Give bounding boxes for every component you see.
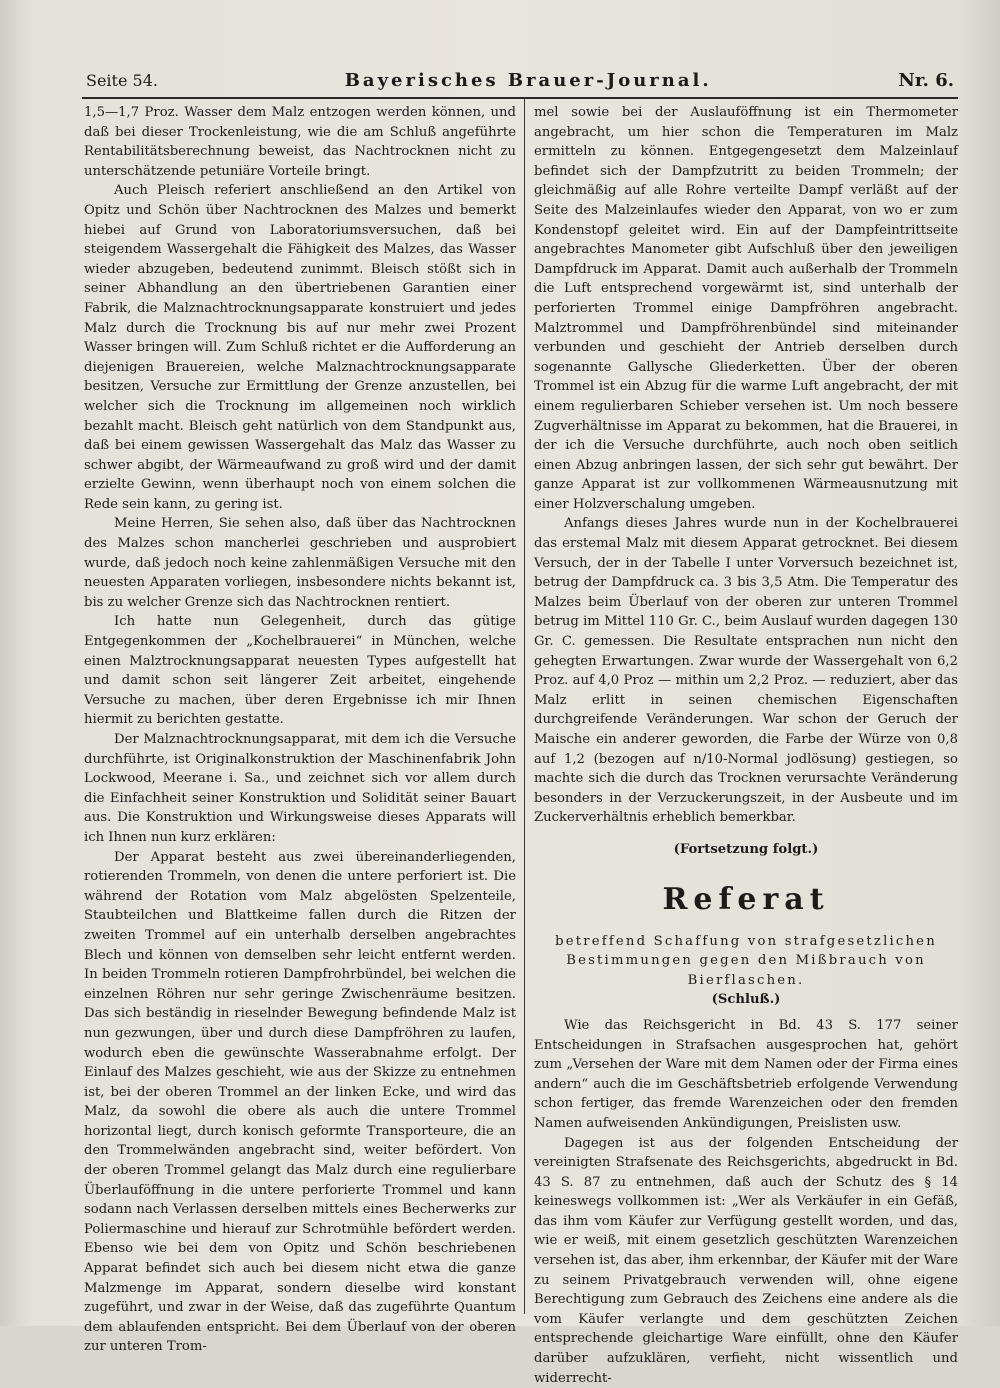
- paragraph: Der Apparat besteht aus zwei übereinanderliegenden, rotierenden Trommeln, von denen die untere perforiert ist. Die während der Rotation vom Malz abgelösten Spelzenteile, Staubteilchen und Blattkeime fallen durch die Ritzen der zweiten Trommel auf ein unterhalb derselben angebrachtes Blech und können von demselben sehr leicht entfernt werden. In beiden Trommeln rotieren Dampfrohrbündel, bei welchen die einzelnen Röhren nur sehr geringe Zwischenräume besitzen. Das sich beständig in rieselnder Bewegung befindende Malz ist nun gezwungen, über und durch diese Dampfröhren zu laufen, wodurch eben die gewünschte Wasserabnahme erfolgt. Der Einlauf des Malzes geschieht, wie aus der Skizze zu entnehmen ist, bei der oberen Trommel an der linken Ecke, und wird das Malz, da sowohl die obere als auch die untere Trommel horizontal liegt, durch konisch geformte Transporteure, die an den Trommelwänden angebracht sind, weiter befördert. Von der oberen Trommel gelangt das Malz durch eine regulierbare Überlauföffnung in die untere perforierte Trommel und kann sodann nach Verlassen derselben mittels eines Becherwerks zur Poliermaschine und hierauf zur Schrotmühle befördert werden. Ebenso wie bei dem von Opitz und Schön beschriebenen Apparat befindet sich auch bei diesem nicht etwa die ganze Malzmenge im Apparat, sondern dieselbe wird konstant zugeführt, und zwar in der Weise, daß das zugeführte Quantum dem ablaufenden entspricht. Bei dem Überlauf von der oberen zur unteren Trom-: [84, 848, 516, 1357]
- referat-subtitle: betreffend Schaffung von strafgesetzlichen Bestimmungen gegen den Mißbrauch von Bierflaschen.: [534, 932, 958, 991]
- referat-part: (Schluß.): [534, 990, 958, 1010]
- paragraph: 1,5—1,7 Proz. Wasser dem Malz entzogen werden können, und daß bei dieser Trockenleistung, wie die am Schluß angeführte Rentabilitätsberechnung beweist, das Nachtrocknen nicht zu unterschätzende petuniäre Vorteile bringt.: [84, 103, 516, 181]
- paragraph: Auch Pleisch referiert anschließend an den Artikel von Opitz und Schön über Nachtrocknen des Malzes und bemerkt hiebei auf Grund von Laboratoriumsversuchen, daß bei steigendem Wassergehalt die Fähigkeit des Malzes, das Wasser wieder abzugeben, bedeutend zunimmt. Bleisch stößt sich in seiner Abhandlung an den übertriebenen Garantien einer Fabrik, die Malznachtrocknungsapparate konstruiert und jedes Malz durch die Trocknung bis auf nur mehr zwei Prozent Wasser bringen will. Zum Schluß richtet er die Aufforderung an diejenigen Brauereien, welche Malznachtrocknungsapparate besitzen, Versuche zur Ermittlung der Grenze anzustellen, bei welcher sich die Trocknung im allgemeinen noch wirklich bezahlt macht. Bleisch geht natürlich von dem Standpunkt aus, daß bei einem gewissen Wassergehalt das Malz das Wasser zu schwer abgibt, der Wärmeaufwand zu groß wird und der damit erzielte Gewinn, wenn überhaupt noch von einem solchen die Rede sein kann, zu gering ist.: [84, 181, 516, 514]
- header-rule: [82, 97, 958, 99]
- paragraph: mel sowie bei der Auslauföffnung ist ein Thermometer angebracht, um hier schon die Temperaturen im Malz ermitteln zu können. Entgegengesetzt dem Malzeinlauf befindet sich der Dampfzutritt zu beiden Trommeln; der gleichmäßig auf alle Rohre verteilte Dampf verläßt auf der Seite des Malzeinlaufes wieder den Apparat, von wo er zum Kondenstopf geleitet wird. Ein auf der Dampfeintrittseite angebrachtes Manometer gibt Aufschluß über den jeweiligen Dampfdruck im Apparat. Damit auch außerhalb der Trommeln die Luft entsprechend vorgewärmt ist, sind unterhalb der perforierten Trommel einige Dampfröhren angebracht. Malztrommel und Dampfröhrenbündel sind miteinander verbunden und geschieht der Antrieb derselben durch sogenannte Gallysche Gliederketten. Über der oberen Trommel ist ein Abzug für die warme Luft angebracht, der mit einem regulierbaren Schieber versehen ist. Um noch bessere Zugverhältnisse im Apparat zu bekommen, hat die Brauerei, in der ich die Versuche durchführte, auch noch oben seitlich einen Abzug anbringen lassen, der sich sehr gut bewährt. Der ganze Apparat ist zur vollkommenen Wärmeausnutzung mit einer Holzverschalung umgeben.: [534, 103, 958, 514]
- issue-number: Nr. 6.: [898, 70, 954, 91]
- paragraph: Wie das Reichsgericht in Bd. 43 S. 177 seiner Entscheidungen in Strafsachen ausgesprochen hat, gehört zum „Versehen der Ware mit dem Namen oder der Firma eines andern“ auch die im Geschäftsbetrieb erfolgende Verwendung schon fertiger, das fremde Warenzeichen oder den fremden Namen aufweisenden Ankündigungen, Preislisten usw.: [534, 1016, 958, 1134]
- journal-title: Bayerisches Brauer-Journal.: [345, 70, 712, 91]
- continuation-note: (Fortsetzung folgt.): [534, 840, 958, 860]
- column-divider: [524, 99, 525, 1314]
- right-column: [534, 103, 958, 1388]
- referat-title: Referat: [534, 882, 958, 918]
- paragraph: Der Malznachtrocknungsapparat, mit dem ich die Versuche durchführte, ist Originalkonstruktion der Maschinenfabrik John Lockwood, Meerane i. Sa., und zeichnet sich vor allem durch die Einfachheit seiner Konstruktion und Solidität seiner Bauart aus. Die Konstruktion und Wirkungsweise dieses Apparats will ich Ihnen nun kurz erklären:: [84, 730, 516, 848]
- paragraph: Ich hatte nun Gelegenheit, durch das gütige Entgegenkommen der „Kochelbrauerei“ in München, welche einen Malztrocknungsapparat neuesten Types aufgestellt hat und damit schon seit längerer Zeit arbeitet, eingehende Versuche zu machen, über deren Ergebnisse ich mir Ihnen hiermit zu berichten gestatte.: [84, 612, 516, 730]
- paragraph: Dagegen ist aus der folgenden Entscheidung der vereinigten Strafsenate des Reichsgerichts, abgedruckt in Bd. 43 S. 87 zu entnehmen, daß auch der Schutz des § 14 keineswegs vollkommen ist: „Wer als Verkäufer in ein Gefäß, das ihm vom Käufer zur Verfügung gestellt worden, und das, wie er weiß, mit einem gesetzlich geschützten Warenzeichen versehen ist, das aber, ihm erkennbar, der Käufer mit der Ware zu seinem Privatgebrauch verwenden will, ohne eigene Berechtigung zum Gebrauch des Zeichens eine andere als die vom Käufer verlangte und dem geschützten Zeichen entsprechende gleichartige Ware einfüllt, ohne den Käufer darüber aufzuklären, verfieht, nicht wissentlich und widerrecht-: [534, 1134, 958, 1388]
- page-header: [86, 70, 954, 98]
- left-column: [84, 103, 516, 1357]
- page-number: Seite 54.: [86, 71, 158, 90]
- paragraph: Meine Herren, Sie sehen also, daß über das Nachtrocknen des Malzes schon mancherlei geschrieben und ausprobiert wurde, daß jedoch noch keine zahlenmäßigen Versuche mit den neuesten Apparaten vorliegen, insbesondere nichts bekannt ist, bis zu welcher Grenze sich das Nachtrocknen rentiert.: [84, 514, 516, 612]
- paragraph: Anfangs dieses Jahres wurde nun in der Kochelbrauerei das erstemal Malz mit diesem Apparat getrocknet. Bei diesem Versuch, der in der Tabelle I unter Vorversuch bezeichnet ist, betrug der Dampfdruck ca. 3 bis 3,5 Atm. Die Temperatur des Malzes beim Überlauf von der oberen zur unteren Trommel betrug im Mittel 110 Gr. C., beim Auslauf wurden dagegen 130 Gr. C. gemessen. Die Resultate entsprachen nun nicht den gehegten Erwartungen. Zwar wurde der Wassergehalt von 6,2 Proz. auf 4,0 Proz — mithin um 2,2 Proz. — reduziert, aber das Malz erlitt in seinen chemischen Eigenschaften durchgreifende Veränderungen. War schon der Geruch der Maische ein anderer geworden, die Farbe der Würze von 0,8 auf 1,2 (bezogen auf n/10-Normal jodlösung) gestiegen, so machte sich die durch das Trocknen verursachte Veränderung besonders in der Verzuckerungszeit, in der Ausbeute und im Zuckerverhältnis erheblich bemerkbar.: [534, 514, 958, 828]
